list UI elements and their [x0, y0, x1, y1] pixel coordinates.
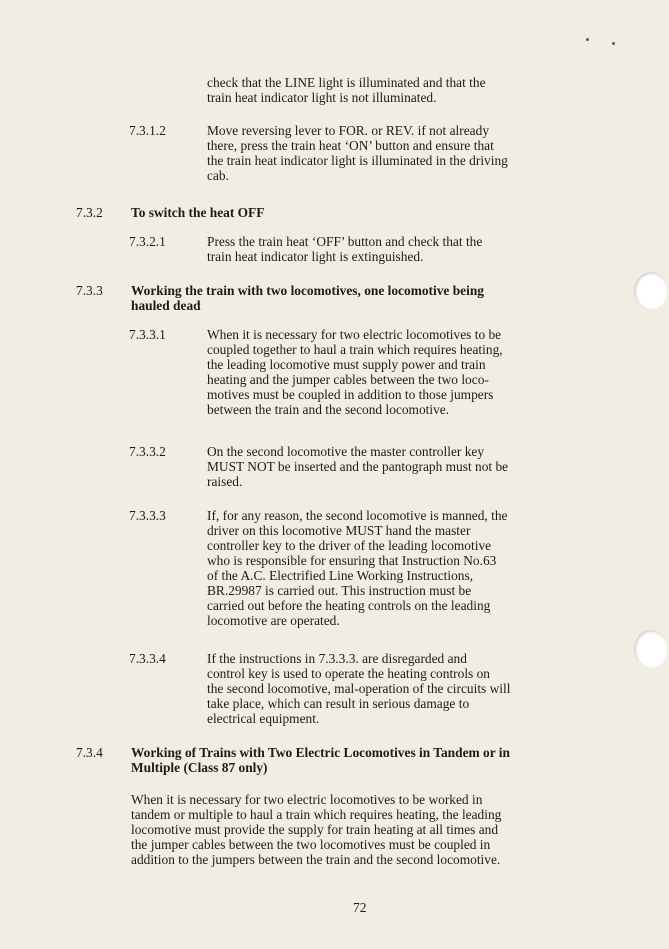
- paragraph-continuation: [207, 75, 571, 105]
- text-line: tandem or multiple to haul a train which requires heating, the leading: [131, 807, 502, 822]
- punch-hole-top: [634, 272, 668, 310]
- text-line: take place, which can result in serious damage to: [207, 696, 470, 711]
- text-line: To switch the heat OFF: [131, 205, 265, 220]
- section-number: 7.3.3.3: [129, 508, 166, 523]
- text-line: of the A.C. Electrified Line Working Instructions,: [207, 568, 474, 583]
- section-number: 7.3.3.4: [129, 651, 166, 666]
- text-line: cab.: [207, 168, 229, 183]
- text-line: On the second locomotive the master controller key: [207, 444, 485, 459]
- text-line: If the instructions in 7.3.3.3. are disregarded and: [207, 651, 467, 666]
- text-line: Working of Trains with Two Electric Locomotives in Tandem or in: [131, 745, 510, 760]
- page-number: 72: [353, 900, 367, 915]
- text-line: If, for any reason, the second locomotive is manned, the: [207, 508, 508, 523]
- text-line: the train heat indicator light is illuminated in the driving: [207, 153, 508, 168]
- paragraph-7-3-3-3: [207, 508, 571, 628]
- text-line: controller key to the driver of the leading locomotive: [207, 538, 492, 553]
- text-line: When it is necessary for two electric locomotives to be: [207, 327, 502, 342]
- text-line: check that the LINE light is illuminated and that the: [207, 75, 486, 90]
- text-line: the second locomotive, mal-operation of the circuits will: [207, 681, 511, 696]
- section-heading: [131, 205, 571, 220]
- section-number: 7.3.3.2: [129, 444, 166, 459]
- text-line: train heat indicator light is extinguished.: [207, 249, 424, 264]
- text-line: BR.29987 is carried out. This instruction must be: [207, 583, 472, 598]
- text-line: carried out before the heating controls on the leading: [207, 598, 491, 613]
- text-line: the leading locomotive must supply power and train: [207, 357, 486, 372]
- section-number: 7.3.4: [76, 745, 103, 760]
- text-line: Multiple (Class 87 only): [131, 760, 268, 775]
- section-number: 7.3.3: [76, 283, 103, 298]
- section-number: 7.3.1.2: [129, 123, 166, 138]
- paragraph-7-3-2-1: [207, 234, 571, 264]
- text-line: there, press the train heat ‘ON’ button and ensure that: [207, 138, 494, 153]
- text-line: When it is necessary for two electric locomotives to be worked in: [131, 792, 483, 807]
- speck-mark: [612, 42, 615, 45]
- section-number: 7.3.2: [76, 205, 103, 220]
- speck-mark: [586, 38, 589, 41]
- text-line: the jumper cables between the two locomotives must be coupled in: [131, 837, 491, 852]
- punch-hole-bottom: [634, 630, 668, 668]
- text-line: electrical equipment.: [207, 711, 320, 726]
- text-line: driver on this locomotive MUST hand the master: [207, 523, 471, 538]
- text-line: who is responsible for ensuring that Instruction No.63: [207, 553, 497, 568]
- text-line: addition to the jumpers between the train and the second locomotive.: [131, 852, 501, 867]
- paragraph-7-3-1-2: [207, 123, 571, 183]
- text-line: train heat indicator light is not illuminated.: [207, 90, 437, 105]
- text-line: locomotive must provide the supply for train heating at all times and: [131, 822, 499, 837]
- text-line: coupled together to haul a train which requires heating,: [207, 342, 503, 357]
- paragraph-7-3-3-2: [207, 444, 571, 489]
- text-line: motives must be coupled in addition to those jumpers: [207, 387, 494, 402]
- paragraph-7-3-3-4: [207, 651, 571, 726]
- text-line: Press the train heat ‘OFF’ button and check that the: [207, 234, 483, 249]
- section-number: 7.3.3.1: [129, 327, 166, 342]
- text-line: locomotive are operated.: [207, 613, 340, 628]
- text-line: heating and the jumper cables between the two loco-: [207, 372, 489, 387]
- paragraph-7-3-3-1: [207, 327, 571, 417]
- text-line: hauled dead: [131, 298, 201, 313]
- text-line: Working the train with two locomotives, one locomotive being: [131, 283, 484, 298]
- text-line: MUST NOT be inserted and the pantograph must not be: [207, 459, 509, 474]
- text-line: Move reversing lever to FOR. or REV. if not already: [207, 123, 490, 138]
- section-number: 7.3.2.1: [129, 234, 166, 249]
- section-heading: [131, 283, 571, 313]
- text-line: raised.: [207, 474, 243, 489]
- text-line: between the train and the second locomotive.: [207, 402, 450, 417]
- paragraph-7-3-4: [131, 792, 571, 867]
- text-line: control key is used to operate the heating controls on: [207, 666, 490, 681]
- section-heading: [131, 745, 571, 775]
